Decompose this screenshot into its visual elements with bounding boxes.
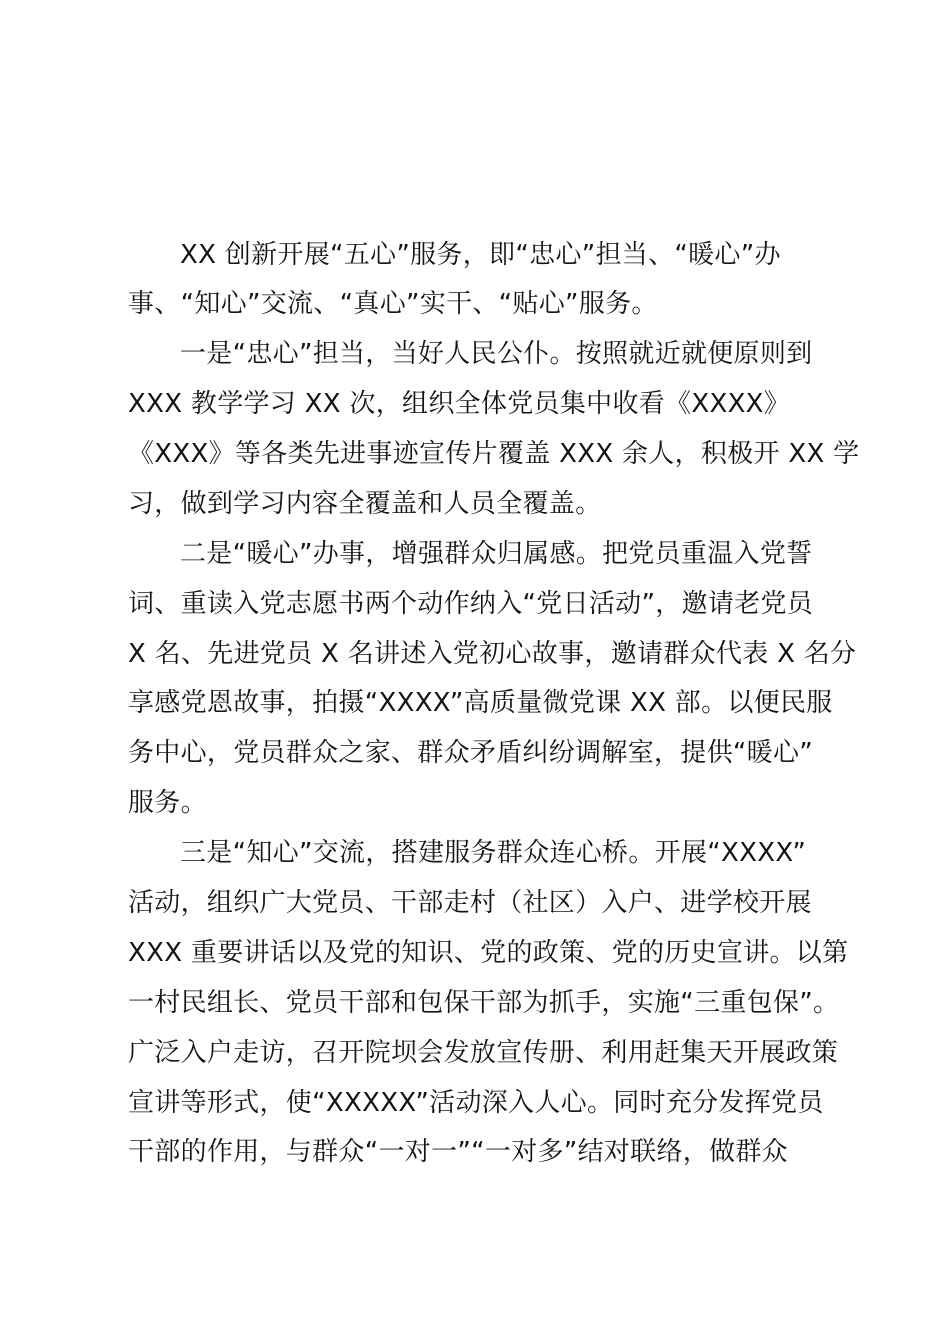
text-line: 广泛入户走访，召开院坝会发放宣传册、利用赶集天开展政策 — [128, 1038, 839, 1068]
text-line: 词、重读入党志愿书两个动作纳入“党日活动”，邀请老党员 — [128, 589, 814, 619]
text-line: 务中心，党员群众之家、群众矛盾纠纷调解室，提供“暖心” — [128, 738, 814, 768]
text-line: 宣讲等形式，使“XXXXX”活动深入人心。同时充分发挥党员 — [128, 1088, 824, 1118]
text-line: 服务。 — [128, 788, 207, 818]
text-line: 一是“忠心”担当，当好人民公仆。按照就近就便原则到 — [180, 339, 813, 369]
text-line: X 名、先进党员 X 名讲述入党初心故事，邀请群众代表 X 名分 — [128, 639, 857, 669]
text-line: 三是“知心”交流，搭建服务群众连心桥。开展“XXXX” — [180, 838, 807, 868]
text-line: XXX 教学学习 XX 次，组织全体党员集中收看《XXXX》 — [128, 389, 791, 419]
text-line: 享感党恩故事，拍摄“XXXX”高质量微党课 XX 部。以便民服 — [128, 688, 833, 718]
text-line: XXX 重要讲话以及党的知识、党的政策、党的历史宣讲。以第 — [128, 938, 849, 968]
text-line: 二是“暖心”办事，增强群众归属感。把党员重温入党誓 — [180, 539, 813, 569]
text-line: 习，做到学习内容全覆盖和人员全覆盖。 — [128, 489, 602, 519]
text-line: XX 创新开展“五心”服务，即“忠心”担当、“暖心”办 — [180, 240, 781, 270]
text-line: 一村民组长、党员干部和包保干部为抓手，实施“三重包保”。 — [128, 988, 840, 1018]
text-line: 干部的作用，与群众“一对一”“一对多”结对联络，做群众 — [128, 1137, 788, 1167]
text-line: 《XXX》等各类先进事迹宣传片覆盖 XXX 余人，积极开 XX 学 — [128, 439, 860, 469]
text-line: 事、“知心”交流、“真心”实干、“贴心”服务。 — [128, 289, 658, 319]
text-line: 活动，组织广大党员、干部走村（社区）入户、进学校开展 — [128, 888, 812, 918]
